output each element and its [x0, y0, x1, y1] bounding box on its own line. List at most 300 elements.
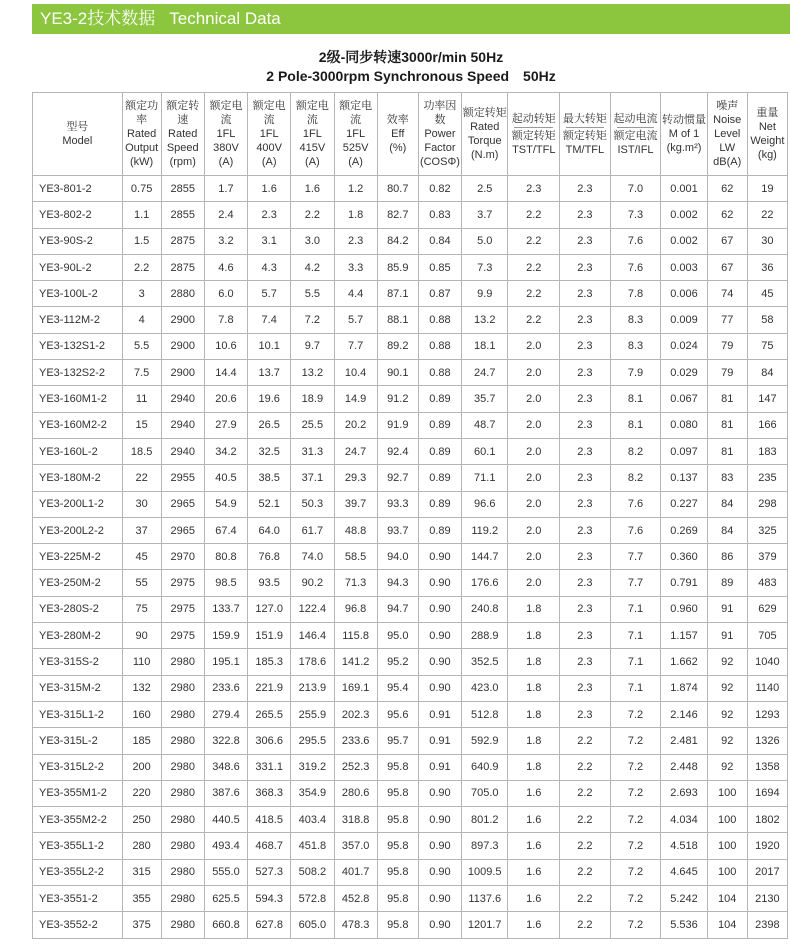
- value-cell: 160: [122, 701, 161, 727]
- column-header-unit: (A): [218, 156, 234, 168]
- value-cell: 5.0: [462, 228, 508, 254]
- value-cell: 468.7: [248, 833, 291, 859]
- column-header-cn: 噪声: [716, 100, 739, 112]
- column-header-unit: (kW): [130, 156, 154, 168]
- value-cell: 7.2: [610, 754, 661, 780]
- value-cell: 403.4: [291, 807, 334, 833]
- value-cell: 2980: [161, 859, 204, 885]
- value-cell: 418.5: [248, 807, 291, 833]
- value-cell: 1.2: [334, 176, 377, 202]
- table-row: [33, 780, 788, 806]
- value-cell: 169.1: [334, 675, 377, 701]
- value-cell: 62: [707, 176, 747, 202]
- value-cell: 7.4: [248, 307, 291, 333]
- value-cell: 100: [707, 859, 747, 885]
- value-cell: 93.7: [377, 517, 418, 543]
- value-cell: 91: [707, 596, 747, 622]
- value-cell: 2965: [161, 517, 204, 543]
- value-cell: 13.2: [462, 307, 508, 333]
- value-cell: 508.2: [291, 859, 334, 885]
- value-cell: 0.002: [661, 228, 707, 254]
- value-cell: 379: [747, 544, 787, 570]
- column-header-en2: Weight: [750, 135, 785, 147]
- value-cell: 5.242: [661, 886, 707, 912]
- model-cell: YE3-355L1-2: [33, 833, 123, 859]
- value-cell: 7.2: [610, 807, 661, 833]
- value-cell: 166: [747, 412, 787, 438]
- value-cell: 1.8: [508, 649, 560, 675]
- value-cell: 48.8: [334, 517, 377, 543]
- value-cell: 2.0: [508, 386, 560, 412]
- value-cell: 2.2: [508, 202, 560, 228]
- value-cell: 0.88: [418, 333, 461, 359]
- column-header: [161, 93, 204, 176]
- model-cell: YE3-3551-2: [33, 886, 123, 912]
- value-cell: 2.3: [560, 386, 611, 412]
- value-cell: 0.91: [418, 701, 461, 727]
- model-cell: YE3-801-2: [33, 176, 123, 202]
- value-cell: 387.6: [204, 780, 247, 806]
- value-cell: 1.8: [508, 675, 560, 701]
- value-cell: 2.3: [248, 202, 291, 228]
- value-cell: 13.7: [248, 360, 291, 386]
- value-cell: 18.5: [122, 438, 161, 464]
- column-header-en2: 400V: [256, 142, 283, 154]
- value-cell: 3.7: [462, 202, 508, 228]
- column-header-cn: 转动惯量: [662, 114, 706, 126]
- column-header-cn: 起动电流: [613, 112, 658, 125]
- value-cell: 2.3: [560, 701, 611, 727]
- value-cell: 2980: [161, 754, 204, 780]
- value-cell: 0.90: [418, 780, 461, 806]
- value-cell: 104: [707, 912, 747, 938]
- value-cell: 200: [122, 754, 161, 780]
- value-cell: 10.4: [334, 360, 377, 386]
- table-row: [33, 386, 788, 412]
- table-row: [33, 833, 788, 859]
- model-cell: YE3-225M-2: [33, 544, 123, 570]
- column-header-cn: 型号: [66, 121, 89, 133]
- value-cell: 7.6: [610, 491, 661, 517]
- value-cell: 4.4: [334, 281, 377, 307]
- value-cell: 280: [122, 833, 161, 859]
- value-cell: 1.6: [508, 807, 560, 833]
- value-cell: 594.3: [248, 886, 291, 912]
- table-row: [33, 728, 788, 754]
- value-cell: 30: [747, 228, 787, 254]
- model-cell: YE3-90S-2: [33, 228, 123, 254]
- value-cell: 8.2: [610, 438, 661, 464]
- value-cell: 1.8: [508, 728, 560, 754]
- value-cell: 0.91: [418, 754, 461, 780]
- table-row: [33, 517, 788, 543]
- value-cell: 2900: [161, 333, 204, 359]
- model-cell: YE3-280M-2: [33, 623, 123, 649]
- value-cell: 0.90: [418, 623, 461, 649]
- value-cell: 91: [707, 623, 747, 649]
- model-cell: YE3-3552-2: [33, 912, 123, 938]
- table-row: [33, 859, 788, 885]
- value-cell: 80.7: [377, 176, 418, 202]
- value-cell: 85.9: [377, 254, 418, 280]
- value-cell: 2.2: [560, 833, 611, 859]
- value-cell: 0.75: [122, 176, 161, 202]
- value-cell: 1.8: [508, 754, 560, 780]
- value-cell: 185.3: [248, 649, 291, 675]
- value-cell: 7.2: [610, 728, 661, 754]
- value-cell: 1201.7: [462, 912, 508, 938]
- value-cell: 512.8: [462, 701, 508, 727]
- value-cell: 9.7: [291, 333, 334, 359]
- value-cell: 3.2: [204, 228, 247, 254]
- value-cell: 87.1: [377, 281, 418, 307]
- value-cell: 7.6: [610, 228, 661, 254]
- value-cell: 2980: [161, 886, 204, 912]
- value-cell: 95.8: [377, 780, 418, 806]
- table-row: [33, 701, 788, 727]
- model-cell: YE3-112M-2: [33, 307, 123, 333]
- value-cell: 25.5: [291, 412, 334, 438]
- value-cell: 2.3: [560, 465, 611, 491]
- column-header-en3: LW: [719, 142, 736, 154]
- column-header-cn: 额定电流: [339, 100, 373, 126]
- value-cell: 0.90: [418, 570, 461, 596]
- value-cell: 7.7: [334, 333, 377, 359]
- value-cell: 2.3: [560, 360, 611, 386]
- value-cell: 75: [122, 596, 161, 622]
- value-cell: 0.83: [418, 202, 461, 228]
- value-cell: 0.90: [418, 675, 461, 701]
- value-cell: 1.6: [508, 780, 560, 806]
- table-row: [33, 333, 788, 359]
- value-cell: 92: [707, 701, 747, 727]
- column-header-en1: 1FL: [216, 128, 236, 140]
- value-cell: 1.1: [122, 202, 161, 228]
- fraction-rule: [617, 127, 655, 128]
- value-cell: 82.7: [377, 202, 418, 228]
- value-cell: 2.2: [560, 807, 611, 833]
- value-cell: 0.82: [418, 176, 461, 202]
- value-cell: 92.7: [377, 465, 418, 491]
- column-header-unit: (A): [305, 156, 320, 168]
- value-cell: 2975: [161, 570, 204, 596]
- value-cell: 322.8: [204, 728, 247, 754]
- column-header-en1: 1FL: [346, 128, 366, 140]
- table-row: [33, 254, 788, 280]
- value-cell: 1.6: [291, 176, 334, 202]
- value-cell: 7.6: [610, 254, 661, 280]
- value-cell: 423.0: [462, 675, 508, 701]
- model-cell: YE3-355M2-2: [33, 807, 123, 833]
- value-cell: 627.8: [248, 912, 291, 938]
- value-cell: 2875: [161, 254, 204, 280]
- value-cell: 45: [747, 281, 787, 307]
- model-cell: YE3-160M1-2: [33, 386, 123, 412]
- value-cell: 95.8: [377, 833, 418, 859]
- value-cell: 2.3: [560, 596, 611, 622]
- value-cell: 2.2: [508, 307, 560, 333]
- model-cell: YE3-160M2-2: [33, 412, 123, 438]
- value-cell: 144.7: [462, 544, 508, 570]
- column-header: [661, 93, 707, 176]
- value-cell: 89.2: [377, 333, 418, 359]
- table-title-freq: 50Hz: [523, 68, 556, 84]
- value-cell: 2980: [161, 701, 204, 727]
- column-header-unit: dB(A): [713, 156, 742, 168]
- column-header: [462, 93, 508, 176]
- column-header-en2: 415V: [299, 142, 326, 154]
- value-cell: 147: [747, 386, 787, 412]
- column-header-en: Model: [62, 135, 93, 147]
- value-cell: 95.4: [377, 675, 418, 701]
- value-cell: 0.90: [418, 833, 461, 859]
- column-header-unit: (rpm): [169, 156, 196, 168]
- model-cell: YE3-355M1-2: [33, 780, 123, 806]
- table-row: [33, 912, 788, 938]
- value-cell: 4.2: [291, 254, 334, 280]
- column-header-en2: Torque: [467, 135, 502, 147]
- value-cell: 7.2: [610, 859, 661, 885]
- value-cell: 104: [707, 886, 747, 912]
- value-cell: 0.90: [418, 596, 461, 622]
- value-cell: 348.6: [204, 754, 247, 780]
- value-cell: 2.146: [661, 701, 707, 727]
- value-cell: 22: [122, 465, 161, 491]
- value-cell: 2975: [161, 596, 204, 622]
- value-cell: 5.7: [334, 307, 377, 333]
- value-cell: 0.009: [661, 307, 707, 333]
- value-cell: 7.9: [610, 360, 661, 386]
- value-cell: 92: [707, 675, 747, 701]
- table-row: [33, 360, 788, 386]
- value-cell: 7.2: [610, 886, 661, 912]
- value-cell: 401.7: [334, 859, 377, 885]
- column-header: [377, 93, 418, 176]
- value-cell: 660.8: [204, 912, 247, 938]
- value-cell: 4.518: [661, 833, 707, 859]
- value-cell: 93.3: [377, 491, 418, 517]
- model-cell: YE3-200L2-2: [33, 517, 123, 543]
- value-cell: 11: [122, 386, 161, 412]
- column-header-en: TM/TFL: [565, 143, 605, 156]
- value-cell: 375: [122, 912, 161, 938]
- value-cell: 100: [707, 780, 747, 806]
- value-cell: 92.4: [377, 438, 418, 464]
- value-cell: 45: [122, 544, 161, 570]
- value-cell: 60.1: [462, 438, 508, 464]
- value-cell: 127.0: [248, 596, 291, 622]
- model-cell: YE3-132S1-2: [33, 333, 123, 359]
- value-cell: 2970: [161, 544, 204, 570]
- value-cell: 2.448: [661, 754, 707, 780]
- column-header-cn: 最大转矩: [562, 112, 607, 125]
- column-header: [204, 93, 247, 176]
- value-cell: 527.3: [248, 859, 291, 885]
- table-row: [33, 412, 788, 438]
- table-row: [33, 886, 788, 912]
- model-cell: YE3-90L-2: [33, 254, 123, 280]
- column-header-cn: 额定转矩: [462, 107, 507, 119]
- value-cell: 0.097: [661, 438, 707, 464]
- table-row: [33, 544, 788, 570]
- value-cell: 1.157: [661, 623, 707, 649]
- value-cell: 90: [122, 623, 161, 649]
- value-cell: 235: [747, 465, 787, 491]
- value-cell: 67: [707, 254, 747, 280]
- value-cell: 84: [707, 517, 747, 543]
- model-cell: YE3-315L2-2: [33, 754, 123, 780]
- value-cell: 2.0: [508, 570, 560, 596]
- value-cell: 83: [707, 465, 747, 491]
- value-cell: 132: [122, 675, 161, 701]
- value-cell: 40.5: [204, 465, 247, 491]
- value-cell: 5.7: [248, 281, 291, 307]
- column-header-en1: Power: [424, 128, 456, 140]
- value-cell: 705: [747, 623, 787, 649]
- value-cell: 220: [122, 780, 161, 806]
- value-cell: 2.0: [508, 544, 560, 570]
- column-header-unit: (COSΦ): [419, 156, 460, 168]
- value-cell: 122.4: [291, 596, 334, 622]
- value-cell: 4.6: [204, 254, 247, 280]
- value-cell: 451.8: [291, 833, 334, 859]
- value-cell: 357.0: [334, 833, 377, 859]
- table-row: [33, 491, 788, 517]
- value-cell: 213.9: [291, 675, 334, 701]
- column-header-cn: 额定电流: [252, 100, 286, 126]
- value-cell: 354.9: [291, 780, 334, 806]
- value-cell: 0.90: [418, 807, 461, 833]
- value-cell: 0.080: [661, 412, 707, 438]
- value-cell: 0.91: [418, 728, 461, 754]
- value-cell: 2.3: [560, 281, 611, 307]
- value-cell: 6.0: [204, 281, 247, 307]
- table-row: [33, 649, 788, 675]
- value-cell: 31.3: [291, 438, 334, 464]
- value-cell: 592.9: [462, 728, 508, 754]
- column-header-cn: 额定转速: [166, 100, 200, 126]
- column-header-en1: 1FL: [259, 128, 279, 140]
- table-row: [33, 307, 788, 333]
- value-cell: 52.1: [248, 491, 291, 517]
- model-cell: YE3-315S-2: [33, 649, 123, 675]
- column-header-unit: (N.m): [470, 149, 499, 161]
- value-cell: 96.6: [462, 491, 508, 517]
- value-cell: 24.7: [462, 360, 508, 386]
- model-cell: YE3-200L1-2: [33, 491, 123, 517]
- value-cell: 159.9: [204, 623, 247, 649]
- value-cell: 255.9: [291, 701, 334, 727]
- value-cell: 640.9: [462, 754, 508, 780]
- value-cell: 2.3: [334, 228, 377, 254]
- value-cell: 2.0: [508, 465, 560, 491]
- value-cell: 2965: [161, 491, 204, 517]
- value-cell: 7.5: [122, 360, 161, 386]
- value-cell: 0.87: [418, 281, 461, 307]
- column-header: [33, 93, 123, 176]
- value-cell: 625.5: [204, 886, 247, 912]
- value-cell: 13.2: [291, 360, 334, 386]
- column-header: [560, 93, 611, 176]
- value-cell: 37: [122, 517, 161, 543]
- value-cell: 90.2: [291, 570, 334, 596]
- value-cell: 0.001: [661, 176, 707, 202]
- value-cell: 74.0: [291, 544, 334, 570]
- value-cell: 84: [707, 491, 747, 517]
- value-cell: 4.034: [661, 807, 707, 833]
- column-header-en1: Rated: [126, 128, 157, 140]
- value-cell: 2.4: [204, 202, 247, 228]
- value-cell: 195.1: [204, 649, 247, 675]
- value-cell: 55: [122, 570, 161, 596]
- value-cell: 96.8: [334, 596, 377, 622]
- value-cell: 94.0: [377, 544, 418, 570]
- value-cell: 2.2: [560, 780, 611, 806]
- value-cell: 897.3: [462, 833, 508, 859]
- table-row: [33, 228, 788, 254]
- fraction-rule: [566, 127, 604, 128]
- value-cell: 3.0: [291, 228, 334, 254]
- value-cell: 1.8: [508, 623, 560, 649]
- value-cell: 81: [707, 412, 747, 438]
- value-cell: 71.3: [334, 570, 377, 596]
- value-cell: 79: [707, 333, 747, 359]
- column-header-cn2: 额定电流: [613, 129, 658, 142]
- value-cell: 20.2: [334, 412, 377, 438]
- banner-title-en: Technical Data: [169, 9, 281, 28]
- value-cell: 5.5: [291, 281, 334, 307]
- value-cell: 629: [747, 596, 787, 622]
- value-cell: 0.227: [661, 491, 707, 517]
- value-cell: 84: [747, 360, 787, 386]
- technical-data-table: [32, 92, 788, 939]
- column-header-en2: Speed: [166, 142, 199, 154]
- value-cell: 0.90: [418, 912, 461, 938]
- value-cell: 352.5: [462, 649, 508, 675]
- column-header-cn: 效率: [386, 114, 409, 126]
- value-cell: 440.5: [204, 807, 247, 833]
- value-cell: 7.8: [204, 307, 247, 333]
- column-header-en1: Eff: [391, 128, 405, 140]
- value-cell: 2940: [161, 386, 204, 412]
- value-cell: 7.1: [610, 675, 661, 701]
- value-cell: 0.88: [418, 307, 461, 333]
- column-header-cn: 额定电流: [295, 100, 329, 126]
- value-cell: 2980: [161, 728, 204, 754]
- value-cell: 0.89: [418, 412, 461, 438]
- value-cell: 0.89: [418, 386, 461, 412]
- column-header-en2: 525V: [342, 142, 369, 154]
- value-cell: 10.1: [248, 333, 291, 359]
- column-header: [122, 93, 161, 176]
- value-cell: 2.3: [560, 570, 611, 596]
- value-cell: 34.2: [204, 438, 247, 464]
- value-cell: 86: [707, 544, 747, 570]
- value-cell: 146.4: [291, 623, 334, 649]
- value-cell: 58: [747, 307, 787, 333]
- value-cell: 2.0: [508, 333, 560, 359]
- value-cell: 2980: [161, 675, 204, 701]
- value-cell: 288.9: [462, 623, 508, 649]
- value-cell: 2.3: [560, 254, 611, 280]
- value-cell: 2.2: [508, 228, 560, 254]
- column-header-cn: 功率因数: [423, 100, 457, 126]
- value-cell: 2.0: [508, 517, 560, 543]
- value-cell: 8.2: [610, 465, 661, 491]
- model-cell: YE3-132S2-2: [33, 360, 123, 386]
- header-banner: [32, 4, 790, 34]
- column-header-en1: Net: [758, 121, 776, 133]
